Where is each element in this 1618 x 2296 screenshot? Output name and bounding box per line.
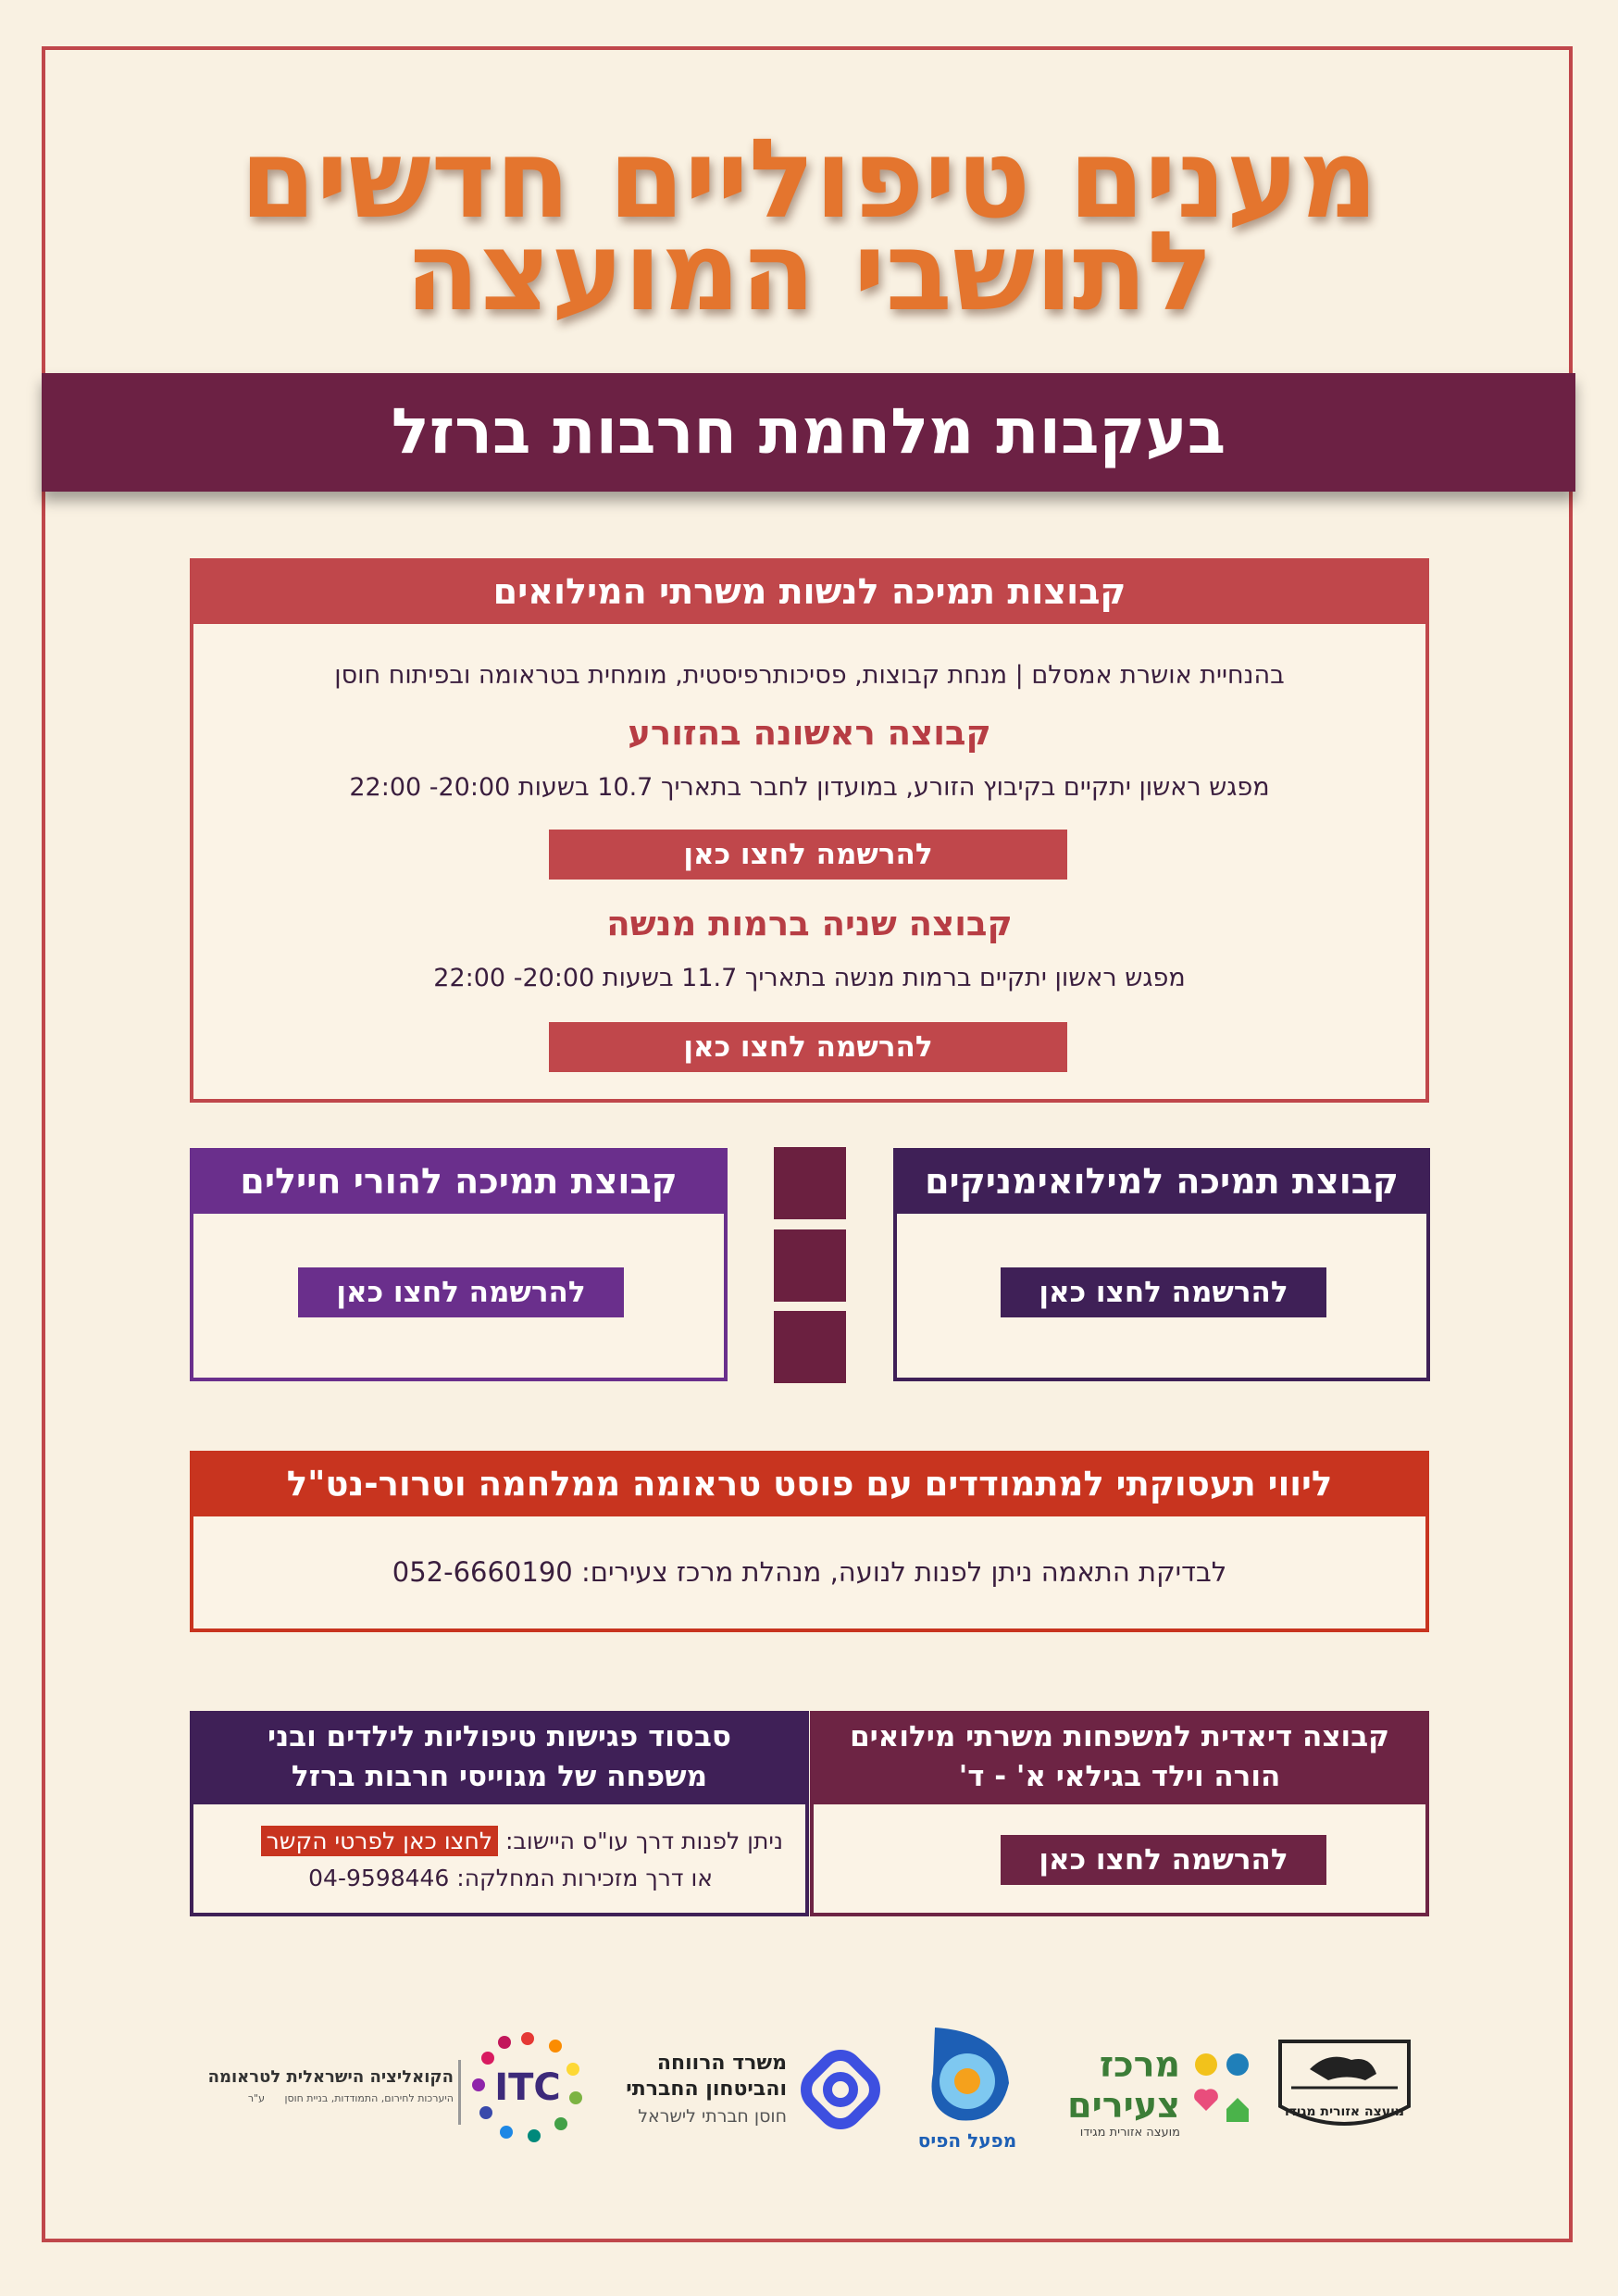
ministry-line2: והביטחון החברתי <box>626 2078 787 2101</box>
group1-register-button[interactable]: להרשמה לחצו כאן <box>549 830 1067 880</box>
youth-center-logo <box>1067 2037 1254 2148</box>
council-text: מועצה אזורית מגידו <box>1284 2104 1405 2119</box>
lottery-text: מפעל הפיס <box>917 2129 1017 2152</box>
ministry-symbol <box>794 2043 887 2136</box>
wives-support-section <box>190 558 1429 1103</box>
main-title-line1: מענים טיפוליים חדשים <box>240 115 1378 243</box>
coalition-line1: הקואליציה הישראלית לטראומה <box>207 2067 454 2087</box>
employment-header: ליווי תעסוקתי למתמודדים עם פוסט טראומה ממלחמה וטרור-נט"ל <box>191 1452 1428 1516</box>
council-emblem-icon <box>1273 2032 1416 2141</box>
decor-square-3 <box>774 1311 846 1383</box>
decor-square-1 <box>774 1147 846 1219</box>
war-banner: בעקבות מלחמת חרבות ברזל <box>42 373 1575 492</box>
decor-square-2 <box>774 1229 846 1302</box>
wives-support-header: קבוצות תמיכה לנשות משרתי המילואים <box>191 559 1428 624</box>
group2-register-button[interactable]: להרשמה לחצו כאן <box>549 1022 1067 1072</box>
subsidy-section <box>190 1711 809 1916</box>
coalition-logo <box>208 2067 454 2123</box>
ministry-sub: חוסן חברתי לישראל <box>638 2106 787 2127</box>
coalition-reg: ע"ר <box>247 2092 265 2104</box>
ministry-logo <box>592 2051 787 2143</box>
subsidy-header-line2: משפחה של מגוייסי חרבות ברזל <box>291 1760 708 1793</box>
youth-center-line1: מרכז <box>1099 2044 1180 2085</box>
group2-title: קבוצה שניה ברמות מנשה <box>606 904 1013 943</box>
dyadic-section <box>810 1711 1429 1916</box>
group2-details: מפגש ראשון יתקיים ברמות מנשה בתאריך 11.7 בשעות 20:00- 22:00 <box>433 964 1186 992</box>
subsidy-line1 <box>261 1828 783 1854</box>
itc-text: ITC <box>494 2066 561 2109</box>
main-title-line2: לתושבי המועצה <box>404 207 1214 335</box>
youth-center-line2: צעירים <box>1067 2085 1180 2126</box>
coalition-line2 <box>208 2092 454 2104</box>
facilitator-text: בהנחיית אושרת אמסלם | מנחת קבוצות, פסיכותרפיסטית, מומחית בטראומה ובפיתוח חוסן <box>334 661 1285 690</box>
subsidy-header-line1: סבסוד פגישות טיפוליות לילדים ובני <box>268 1720 731 1753</box>
youth-icons <box>1189 2046 1254 2129</box>
ministry-line1: משרד הרווחה <box>656 2052 787 2075</box>
parents-register-button[interactable]: להרשמה לחצו כאן <box>298 1267 624 1317</box>
coalition-line2-text: היערכות לחירום, התמודדות, בניית חוסן <box>284 2092 454 2104</box>
group1-title: קבוצה ראשונה בהזורע <box>628 713 991 753</box>
contact-details-link[interactable]: לחצו כאן לפרטי הקשר <box>261 1826 498 1856</box>
subsidy-line1-text: ניתן לפנות דרך עו"ס היישוב: <box>505 1828 783 1854</box>
youth-center-sub: מועצה אזורית מגידו <box>1079 2126 1180 2140</box>
group1-details: מפגש ראשון יתקיים בקיבוץ הזורע, במועדון לחבר בתאריך 10.7 בשעות 20:00- 22:00 <box>349 773 1270 802</box>
lottery-icon <box>916 2018 1018 2129</box>
reservists-support-header: קבוצת תמיכה למילואימניקים <box>894 1149 1429 1214</box>
reservists-register-button[interactable]: להרשמה לחצו כאן <box>1001 1267 1326 1317</box>
itc-logo <box>467 2028 588 2148</box>
dyadic-header-line2: הורה וילד בגילאי א' - ד' <box>958 1760 1281 1793</box>
employment-section <box>190 1451 1429 1632</box>
subsidy-header <box>191 1712 808 1804</box>
employment-contact: לבדיקת התאמה ניתן לפנות לנועה, מנהלת מרכז צעירים: 052-6660190 <box>392 1556 1227 1588</box>
council-logo <box>1273 2032 1416 2141</box>
lottery-logo <box>916 2018 1018 2157</box>
parents-support-section <box>190 1148 728 1381</box>
reservists-support-section <box>893 1148 1430 1381</box>
dyadic-register-button[interactable]: להרשמה לחצו כאן <box>1001 1835 1326 1885</box>
dyadic-header-line1: קבוצה דיאדית למשפחות משרתי מילואים <box>850 1720 1389 1753</box>
ministry-knot-icon <box>794 2043 887 2136</box>
parents-support-header: קבוצת תמיכה להורי חיילים <box>191 1149 727 1214</box>
coalition-divider <box>458 2060 461 2125</box>
subsidy-line2: או דרך מזכירות המחלקה: 04-9598446 <box>308 1865 713 1891</box>
dyadic-header <box>811 1712 1428 1804</box>
